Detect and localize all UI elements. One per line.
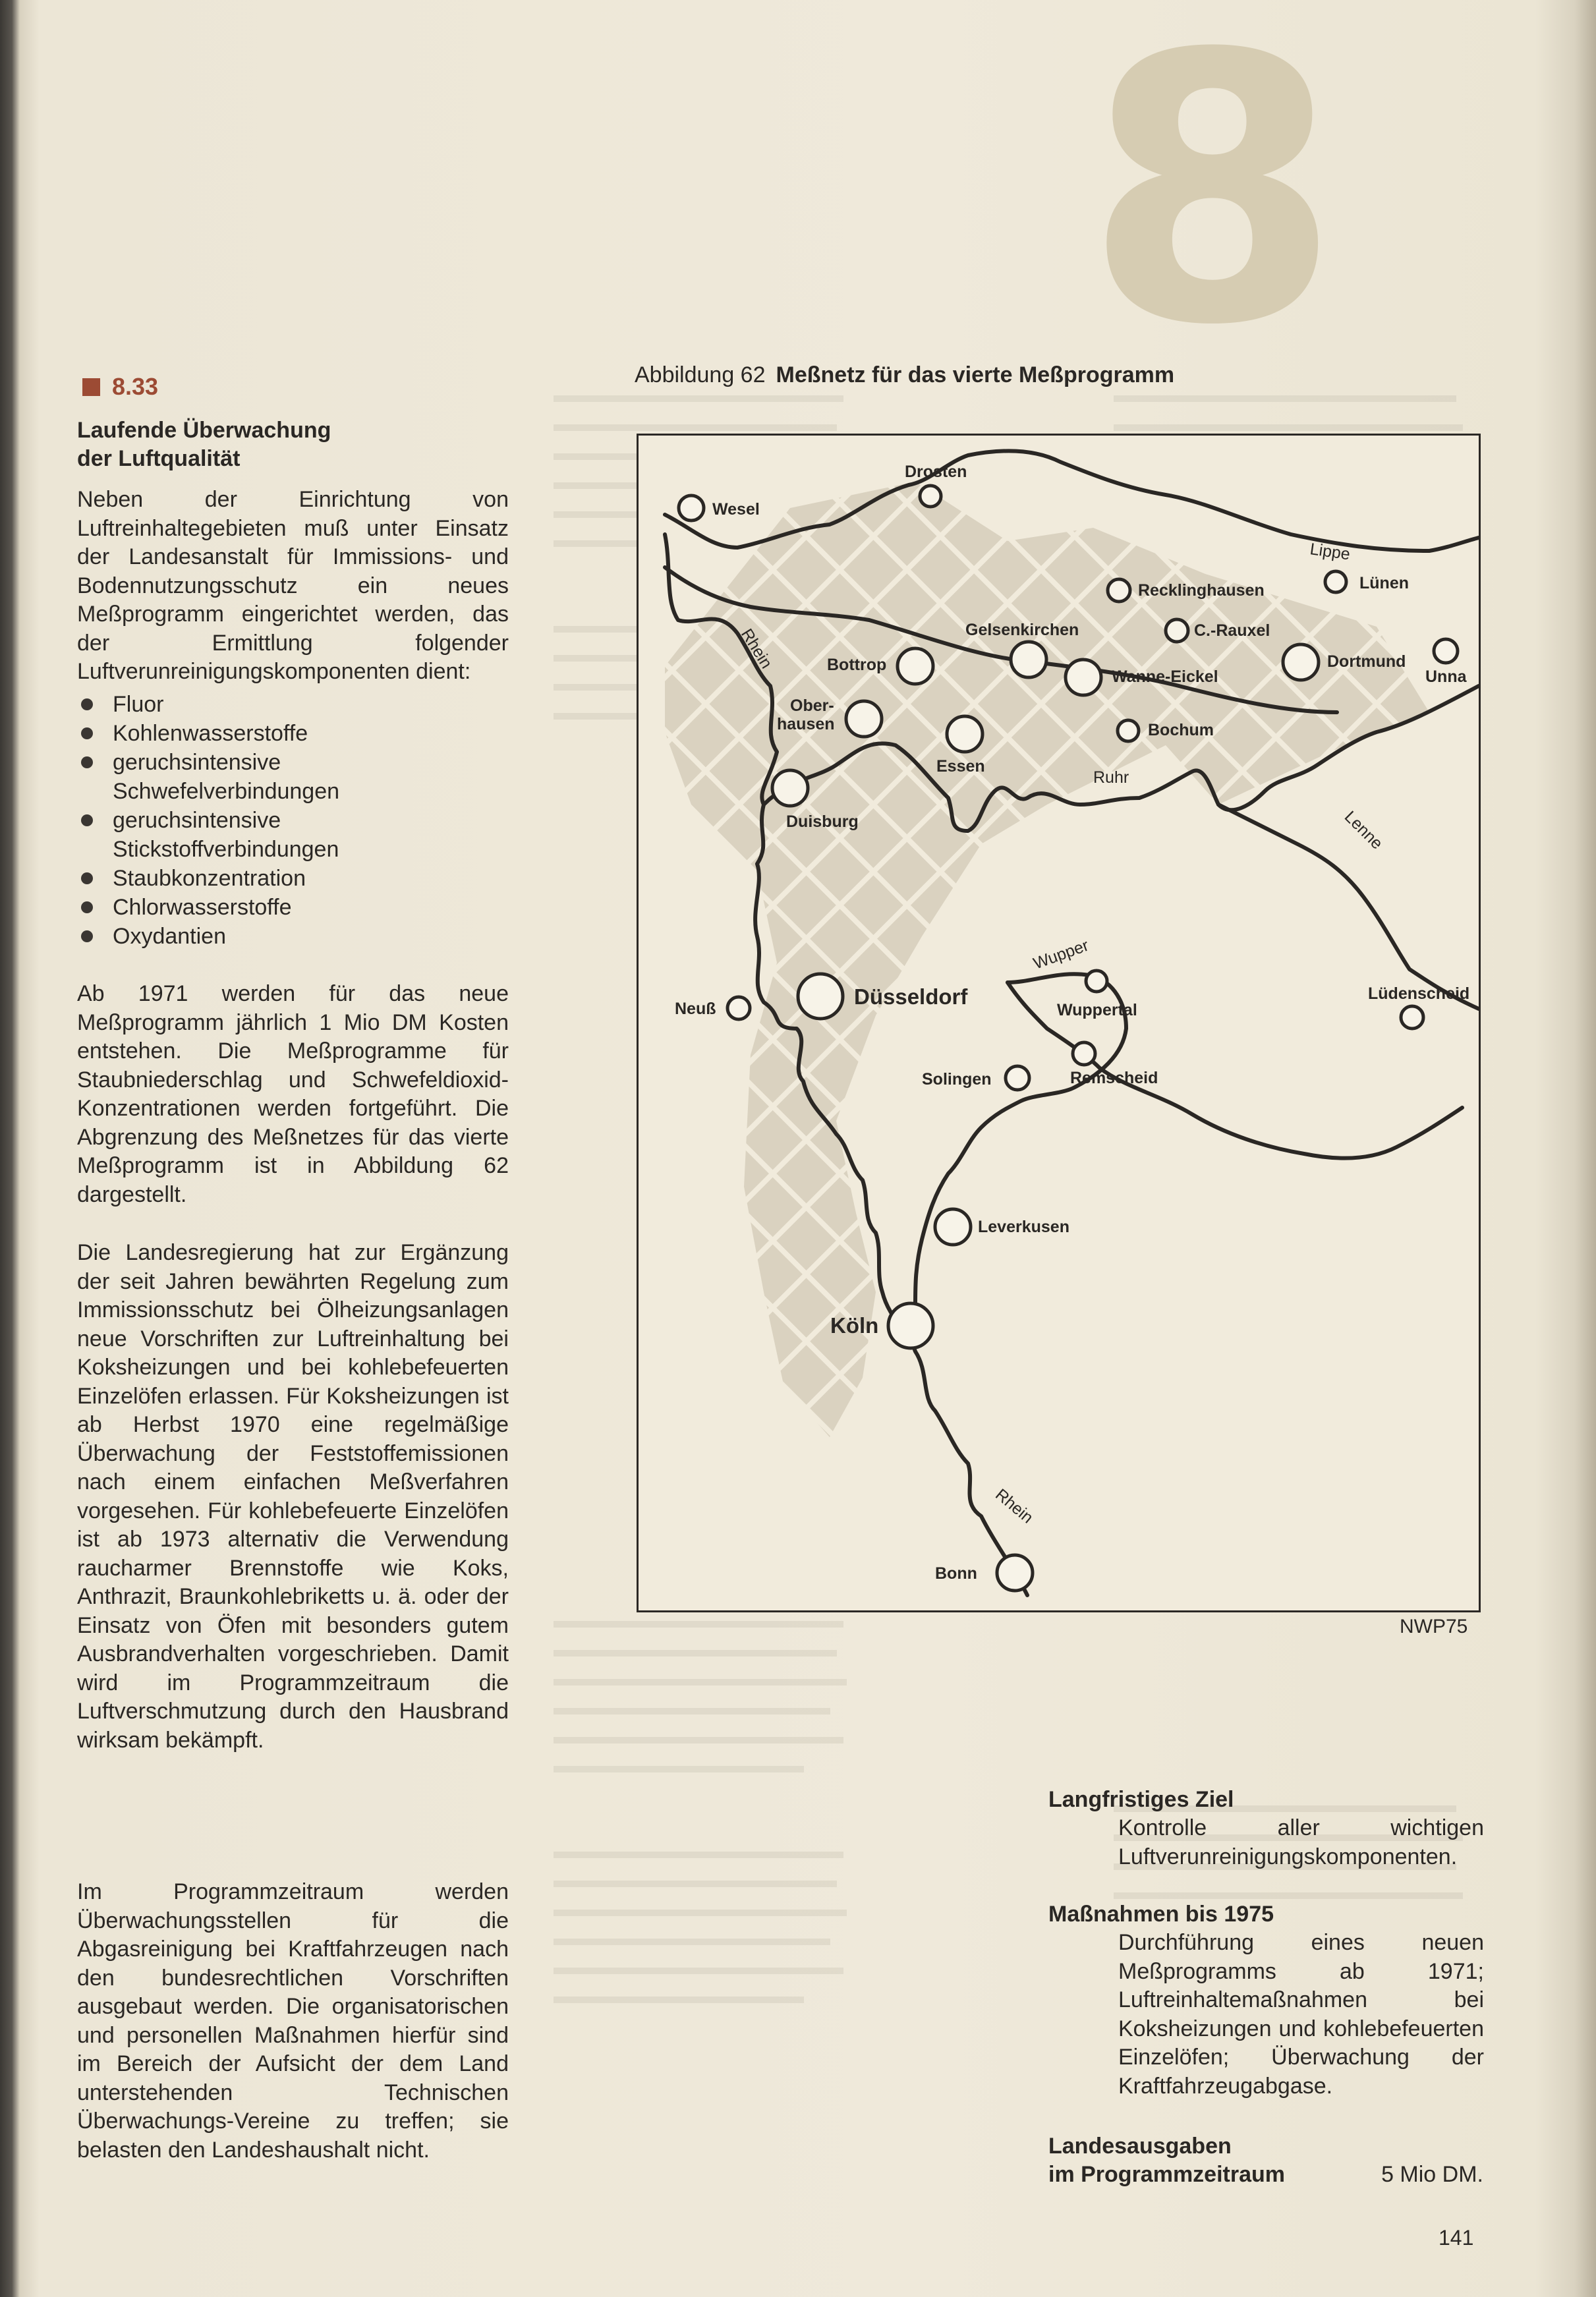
city-label: Duisburg bbox=[786, 812, 859, 831]
bullet-icon bbox=[77, 806, 113, 864]
city-label: Dortmund bbox=[1327, 652, 1406, 671]
river-label: Lippe bbox=[1309, 540, 1352, 564]
city-label: Drosten bbox=[905, 463, 967, 481]
city-label: Bochum bbox=[1148, 721, 1214, 739]
bullet-icon bbox=[77, 893, 113, 922]
river-label: Ruhr bbox=[1093, 768, 1129, 787]
measures-heading: Maßnahmen bis 1975 bbox=[1048, 1902, 1274, 1927]
city-label: Düsseldorf bbox=[854, 984, 968, 1009]
list-item: Kohlenwasserstoffe bbox=[77, 719, 512, 748]
page-number: 141 bbox=[1439, 2226, 1474, 2250]
station-marker bbox=[1434, 639, 1458, 663]
list-item: Oxydantien bbox=[77, 922, 512, 951]
city-label: Neuß bbox=[675, 1000, 716, 1018]
measures-text: Durchführung eines neuen Meßprogramms ab 1971; Luftreinhaltemaßnahmen bei Koksheizungen und kohlebefeuerten Einzelöfen; Überwachung der Kraftfahrzeugabgase. bbox=[1118, 1930, 1484, 2099]
map-drawing bbox=[639, 436, 1479, 1610]
list-item: geruchsintensive Stickstoffverbindungen bbox=[77, 806, 512, 864]
station-marker bbox=[1006, 1066, 1029, 1090]
river-label: Wupper bbox=[1031, 936, 1091, 973]
list-item: Staubkonzentration bbox=[77, 864, 512, 893]
city-label: Bottrop bbox=[827, 656, 887, 674]
station-marker bbox=[1401, 1006, 1423, 1029]
goal-text: Kontrolle aller wichtigen Luftverunreinigungskomponenten. bbox=[1118, 1815, 1484, 1869]
city-label: Remscheid bbox=[1070, 1069, 1158, 1087]
pollutant-list bbox=[77, 690, 512, 951]
station-marker bbox=[920, 486, 941, 507]
station-marker bbox=[1166, 619, 1188, 642]
list-item: Fluor bbox=[77, 690, 512, 719]
city-label: Wanne-Eickel bbox=[1112, 667, 1218, 686]
station-marker bbox=[1073, 1042, 1095, 1065]
city-label: Lünen bbox=[1359, 574, 1409, 592]
city-label: Ober- bbox=[790, 696, 834, 715]
spending-row bbox=[1048, 2161, 1483, 2189]
paragraph-costs: Ab 1971 werden für das neue Meßprogramm jährlich 1 Mio DM Kosten entstehen. Die Meßprogramme für Staubniederschlag und Schwefeldioxid-Konzentrationen werden fortgeführt. Die Abgrenzung des Meßnetzes für das vierte Meßprogramm ist in Abbildung 62 dargestellt. bbox=[77, 981, 509, 1207]
section-title-line: Laufende Überwachung bbox=[77, 418, 331, 443]
figure-caption bbox=[635, 362, 1174, 388]
city-label: C.-Rauxel bbox=[1194, 621, 1270, 640]
city-label: Köln bbox=[830, 1313, 879, 1338]
station-marker bbox=[1108, 579, 1130, 602]
river-label: Lenne bbox=[1340, 807, 1386, 853]
city-label: Wuppertal bbox=[1057, 1001, 1137, 1019]
station-marker bbox=[846, 701, 882, 737]
city-label: Recklinghausen bbox=[1138, 581, 1265, 600]
city-label: Solingen bbox=[922, 1070, 992, 1089]
list-item: geruchsintensive Schwefelverbindungen bbox=[77, 748, 512, 806]
section-title bbox=[77, 416, 393, 473]
spending-value: 5 Mio DM. bbox=[1381, 2162, 1483, 2187]
list-item: Chlorwasserstoffe bbox=[77, 893, 512, 922]
station-marker bbox=[1086, 971, 1107, 992]
station-marker bbox=[1118, 720, 1139, 741]
station-marker bbox=[727, 997, 750, 1019]
river-label: Rhein bbox=[992, 1485, 1037, 1527]
station-marker bbox=[1283, 644, 1319, 680]
river-line bbox=[915, 974, 1126, 1305]
station-marker bbox=[679, 496, 704, 521]
bullet-icon bbox=[77, 719, 113, 748]
station-marker bbox=[798, 974, 843, 1019]
station-marker bbox=[1011, 642, 1046, 677]
paragraph-heating: Die Landesregierung hat zur Ergänzung der seit Jahren bewährten Regelung zum Immissionsschutz bei Ölheizungsanlagen neue Vorschriften zur Luftreinhaltung bei Koksheizungen und bei kohlebefeuerten Einzelöfen erlassen. Für Koksheizungen ist ab Herbst 1970 eine regelmäßige Überwachung der Feststoffemissionen nach einem einfachen Meßverfahren vorgesehen. Für kohlebefeuerte Einzelöfen ist ab 1973 alternativ die Verwendung raucharmer Brennstoffe wie Koks, Anthrazit, Braunkohlebriketts u. ä. oder der Einsatz von Öfen mit besonders gutem Ausbrandverhalten vorgeschrieben. Damit wird im Programmzeitraum die Luftverschmutzung durch den Hausbrand wirksam bekämpft. bbox=[77, 1240, 509, 1753]
bullet-icon bbox=[77, 922, 113, 951]
city-label: hausen bbox=[777, 715, 835, 733]
bullet-icon bbox=[77, 864, 113, 893]
station-marker bbox=[1325, 571, 1346, 592]
measurement-network-map bbox=[637, 434, 1481, 1612]
river-line bbox=[1218, 805, 1479, 1009]
city-label: Lüdenscheid bbox=[1368, 984, 1470, 1003]
intro-paragraph: Neben der Einrichtung von Luftreinhaltegebieten muß unter Einsatz der Landesanstalt für Immissions- und Bodennutzungsschutz ein neues Meßprogramm eingerichtet werden, das der Ermittlung folgender Luftverunreinigungskomponenten dient: bbox=[77, 487, 509, 684]
chapter-number: 8 bbox=[1084, 0, 1341, 406]
figure-label: Abbildung 62 bbox=[635, 362, 766, 387]
station-marker bbox=[888, 1303, 933, 1348]
section-marker-icon bbox=[82, 378, 100, 396]
spending-label-line1: Landesausgaben bbox=[1048, 2134, 1232, 2159]
station-marker bbox=[997, 1555, 1033, 1591]
city-label: Leverkusen bbox=[978, 1218, 1069, 1236]
river-label: Rhein bbox=[737, 625, 776, 672]
figure-credit: NWP75 bbox=[1400, 1616, 1468, 1637]
section-number: 8.33 bbox=[82, 373, 158, 401]
paragraph-vehicles: Im Programmzeitraum werden Überwachungsstellen für die Abgasreinigung bei Kraftfahrzeugen nach den bundesrechtlichen Vorschriften ausgebaut werden. Die organisatorischen und personellen Maßnahmen hierfür sind im Bereich der Aufsicht der dem Land unterstehenden Technischen Überwachungs-Vereine zu treffen; sie belasten den Landeshaushalt nicht. bbox=[77, 1879, 509, 2163]
bullet-icon bbox=[77, 690, 113, 719]
station-marker bbox=[898, 648, 933, 684]
city-label: Bonn bbox=[935, 1564, 977, 1583]
spending-label-line2: im Programmzeitraum bbox=[1048, 2162, 1285, 2187]
station-marker bbox=[1066, 660, 1101, 695]
city-label: Gelsenkirchen bbox=[965, 621, 1079, 639]
station-marker bbox=[935, 1209, 971, 1245]
goal-heading: Langfristiges Ziel bbox=[1048, 1787, 1234, 1812]
section-title-line: der Luftqualität bbox=[77, 446, 241, 471]
figure-title: Meßnetz für das vierte Meßprogramm bbox=[776, 362, 1175, 387]
station-marker bbox=[947, 716, 983, 752]
city-label: Unna bbox=[1425, 667, 1467, 686]
city-label: Wesel bbox=[712, 500, 760, 519]
station-marker bbox=[772, 770, 808, 806]
city-label: Essen bbox=[936, 757, 985, 776]
bullet-icon bbox=[77, 748, 113, 806]
